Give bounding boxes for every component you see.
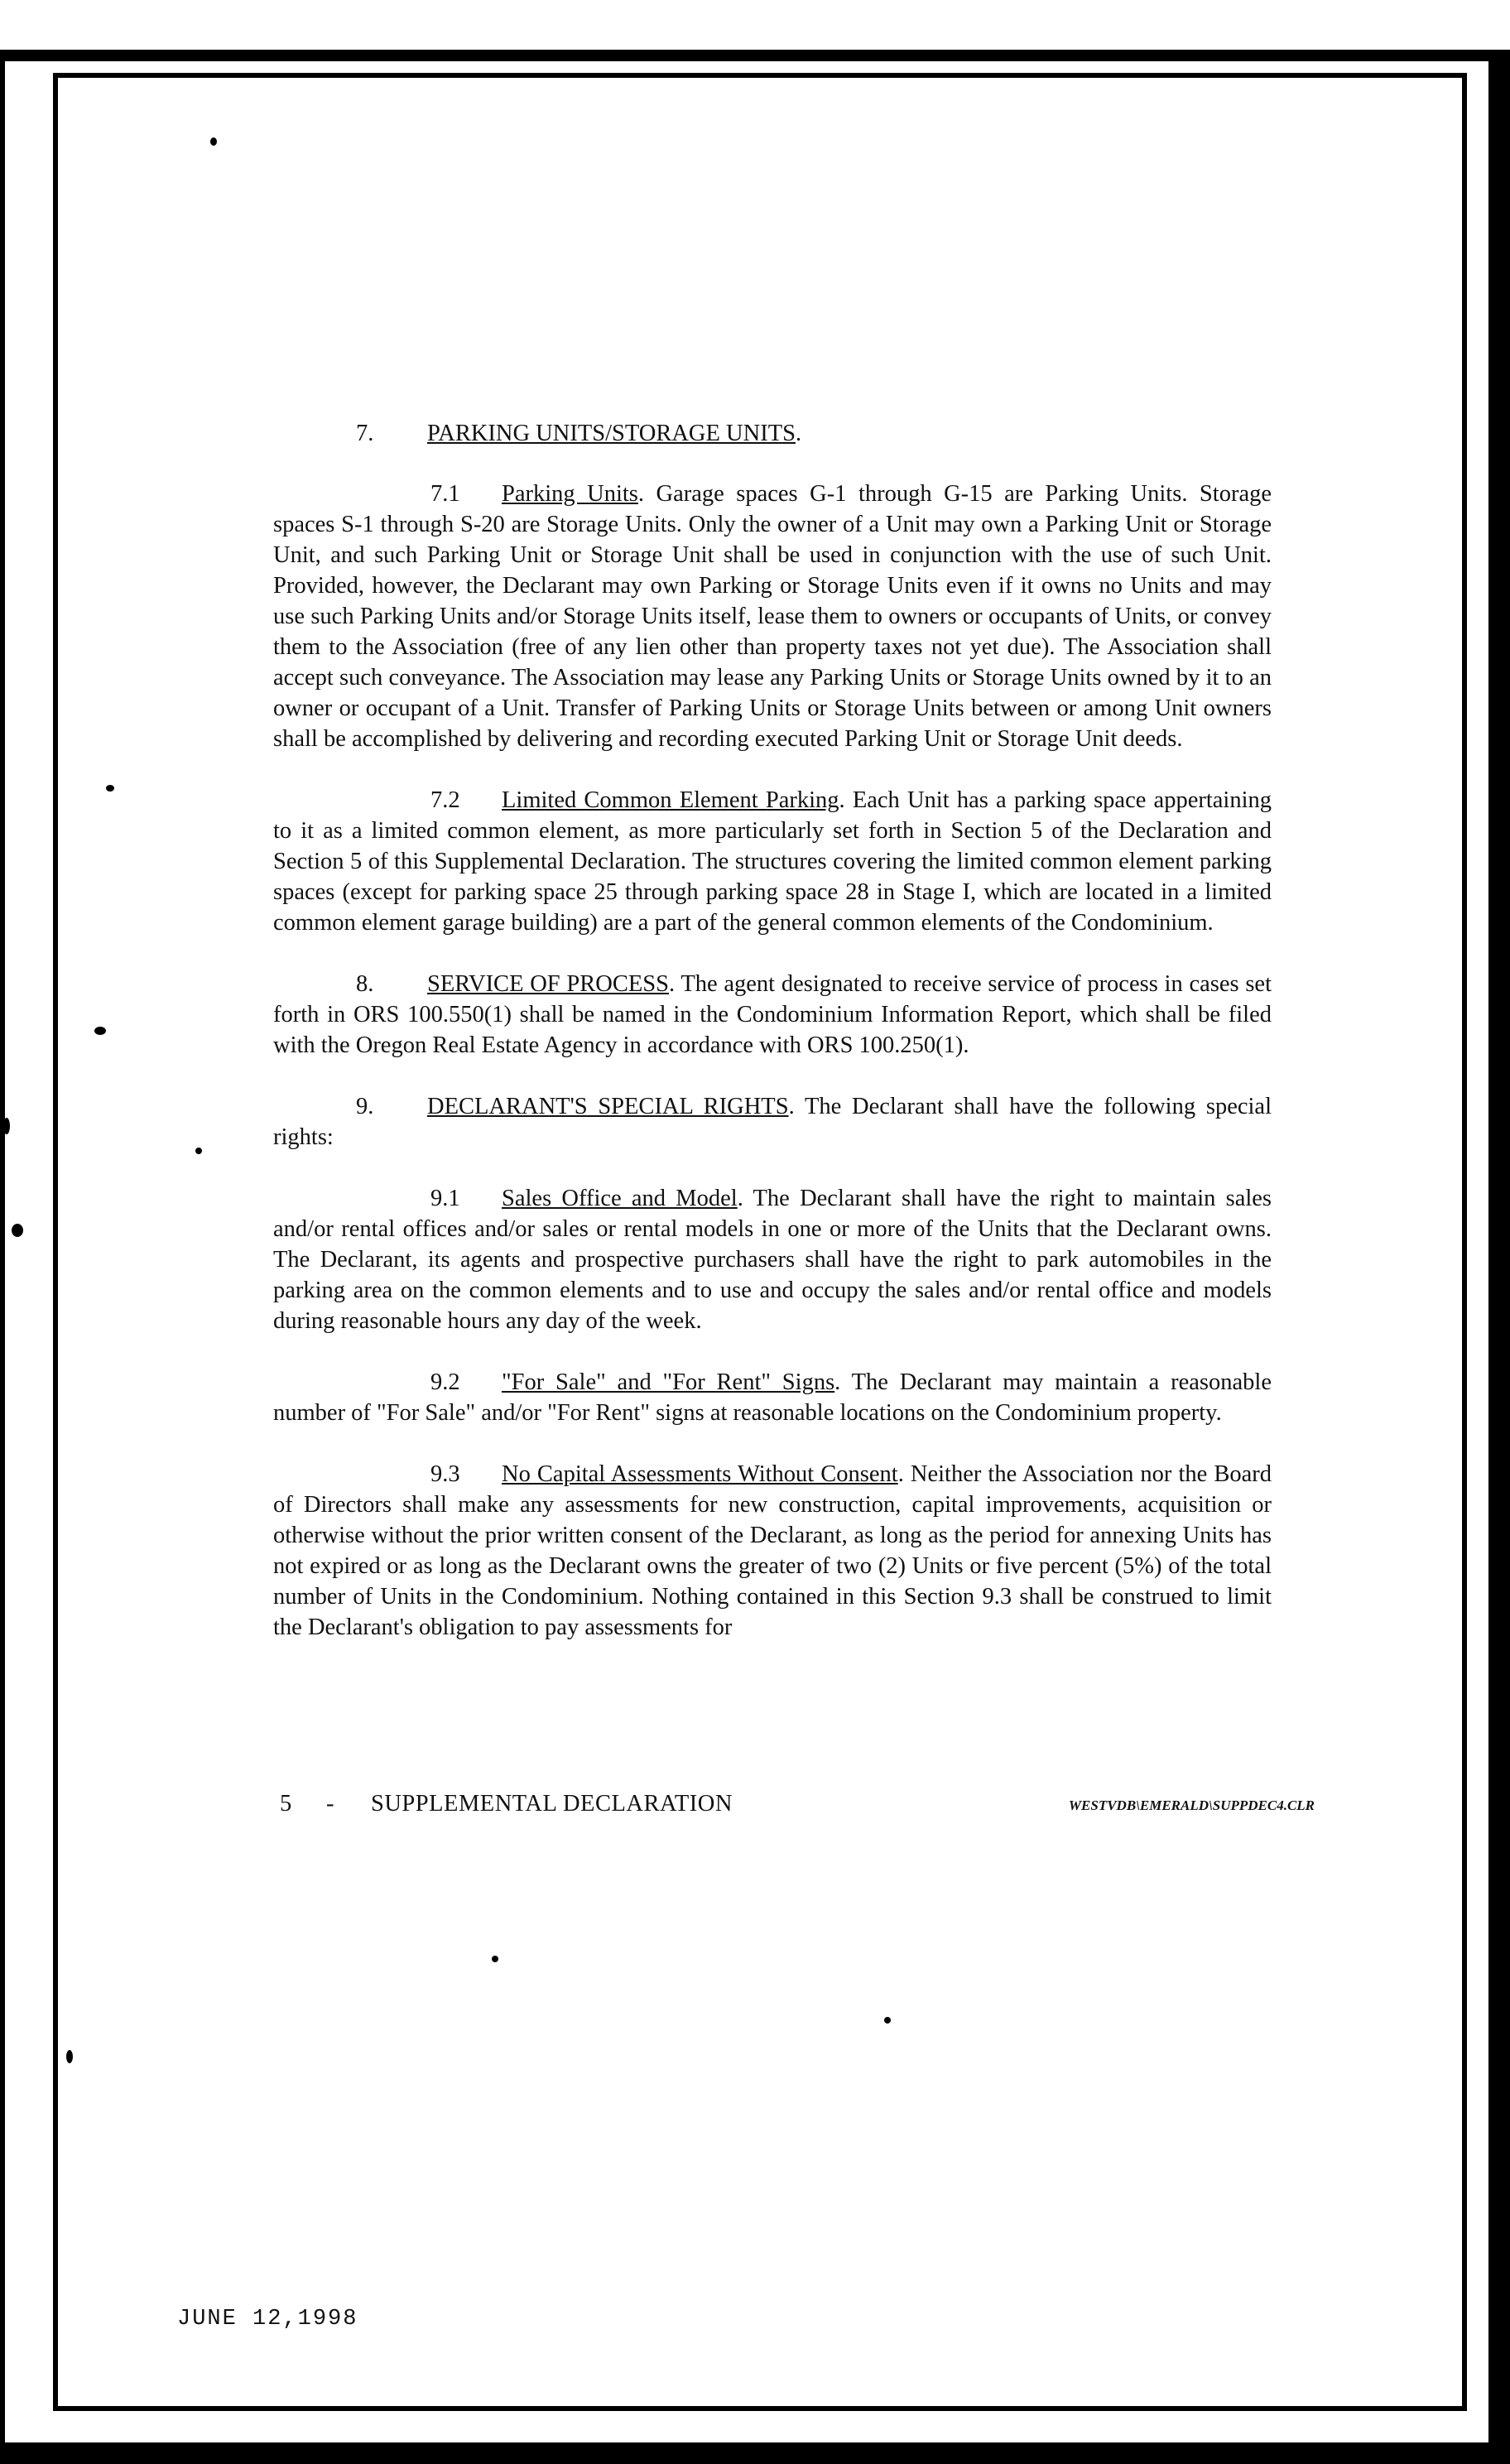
section-title-period: . — [795, 421, 802, 446]
section-9-3 — [273, 1459, 1272, 1643]
section-title: PARKING UNITS/STORAGE UNITS — [427, 421, 796, 446]
scan-border-top — [0, 50, 1510, 61]
section-number: 7.1 — [430, 481, 460, 507]
page-number: 5 — [280, 1791, 292, 1817]
footer-title: SUPPLEMENTAL DECLARATION — [371, 1791, 733, 1817]
file-code: WESTVDB\EMERALD\SUPPDEC4.CLR — [1068, 1797, 1315, 1813]
scan-speck — [12, 1224, 23, 1237]
section-text: . The Declarant may maintain a reasonable number of "For Sale" and/or "For Rent" signs at reasonable locations on the Condominium property. — [273, 1369, 1272, 1426]
section-text: . Garage spaces G-1 through G-15 are Parking Units. Storage spaces S-1 through S-20 are Storage Units. Only the owner of a Unit may own a Parking Unit or Storage Unit, and such Parking Unit or Storage Unit shall be used in conjunction with the use of such Unit. Provided, however, the Declarant may own Parking or Storage Units even if it owns no Units and may use such Parking Units and/or Storage Units itself, lease them to owners or occupants of Units, or convey them to the Association (free of any lien other than property taxes not yet due). The Association shall accept such conveyance. The Association may lease any Parking Units or Storage Units owned by it to an owner or occupant of a Unit. Transfer of Parking Units or Storage Units between or among Unit owners shall be accomplished by delivering and recording executed Parking Unit or Storage Unit deeds. — [273, 481, 1272, 752]
scan-border-bottom — [0, 2442, 1510, 2464]
date-stamp: JUNE 12,1998 — [177, 2307, 358, 2332]
section-number: 9. — [356, 1094, 374, 1119]
section-number: 9.1 — [430, 1186, 460, 1211]
section-text: . Neither the Association nor the Board of Directors shall make any assessments for new construction, capital improvements, acquisition or otherwise without the prior written consent of the Declarant, as long as the period for annexing Units has not expired or as long as the Declarant owns the greater of two (2) Units or five percent (5%) of the total number of Units in the Condominium. Nothing contained in this Section 9.3 shall be construed to limit the Declarant's obligation to pay assessments for — [273, 1461, 1272, 1640]
section-7-heading — [273, 418, 1272, 449]
section-number: 7. — [356, 421, 374, 446]
section-title: Sales Office and Model — [502, 1186, 738, 1211]
section-title: Limited Common Element Parking — [502, 787, 839, 813]
section-text: . The Declarant shall have the right to maintain sales and/or rental offices and/or sales or rental models in one or more of the Units that the Declarant owns. The Declarant, its agents and prospective purchasers shall have the right to park automobiles in the parking area on the common elements and to use and occupy the sales and/or rental office and models during reasonable hours any day of the week. — [273, 1186, 1272, 1334]
section-9 — [273, 1091, 1272, 1153]
footer-dash: - — [326, 1791, 334, 1817]
scan-speck — [884, 2017, 891, 2024]
section-text: . The Declarant shall have the following special rights: — [273, 1094, 1272, 1150]
section-7-1 — [273, 479, 1272, 754]
scan-speck — [106, 785, 114, 792]
section-title: SERVICE OF PROCESS — [427, 971, 669, 997]
scan-speck — [94, 1027, 106, 1035]
section-title: "For Sale" and "For Rent" Signs — [502, 1369, 835, 1395]
scan-speck — [210, 137, 217, 146]
section-number: 7.2 — [430, 787, 460, 813]
scan-speck — [492, 1956, 498, 1962]
document-body — [273, 418, 1272, 1673]
scan-speck — [66, 2050, 73, 2063]
section-number: 8. — [356, 971, 374, 997]
section-title: Parking Units — [502, 481, 638, 507]
section-title: DECLARANT'S SPECIAL RIGHTS — [427, 1094, 789, 1119]
scan-border-right — [1488, 50, 1510, 2464]
section-8 — [273, 969, 1272, 1061]
scan-speck — [3, 1118, 10, 1134]
section-9-1 — [273, 1183, 1272, 1336]
section-7-2 — [273, 785, 1272, 938]
section-text: . The agent designated to receive service of process in cases set forth in ORS 100.550(1) shall be named in the Condominium Information Report, which shall be filed with the Oregon Real Estate Agency in accordance with ORS 100.250(1). — [273, 971, 1272, 1058]
section-number: 9.2 — [430, 1369, 460, 1395]
section-title: No Capital Assessments Without Consent — [502, 1461, 898, 1487]
scan-border-left — [0, 50, 5, 2464]
scan-speck — [195, 1148, 202, 1154]
section-number: 9.3 — [430, 1461, 460, 1487]
section-text: . Each Unit has a parking space appertaining to it as a limited common element, as more particularly set forth in Section 5 of the Declaration and Section 5 of this Supplemental Declaration. The structures covering the limited common element parking spaces (except for parking space 25 through parking space 28 in Stage I, which are located in a limited common element garage building) are a part of the general common elements of the Condominium. — [273, 787, 1272, 936]
section-9-2 — [273, 1367, 1272, 1428]
page-footer — [280, 1791, 1315, 1824]
